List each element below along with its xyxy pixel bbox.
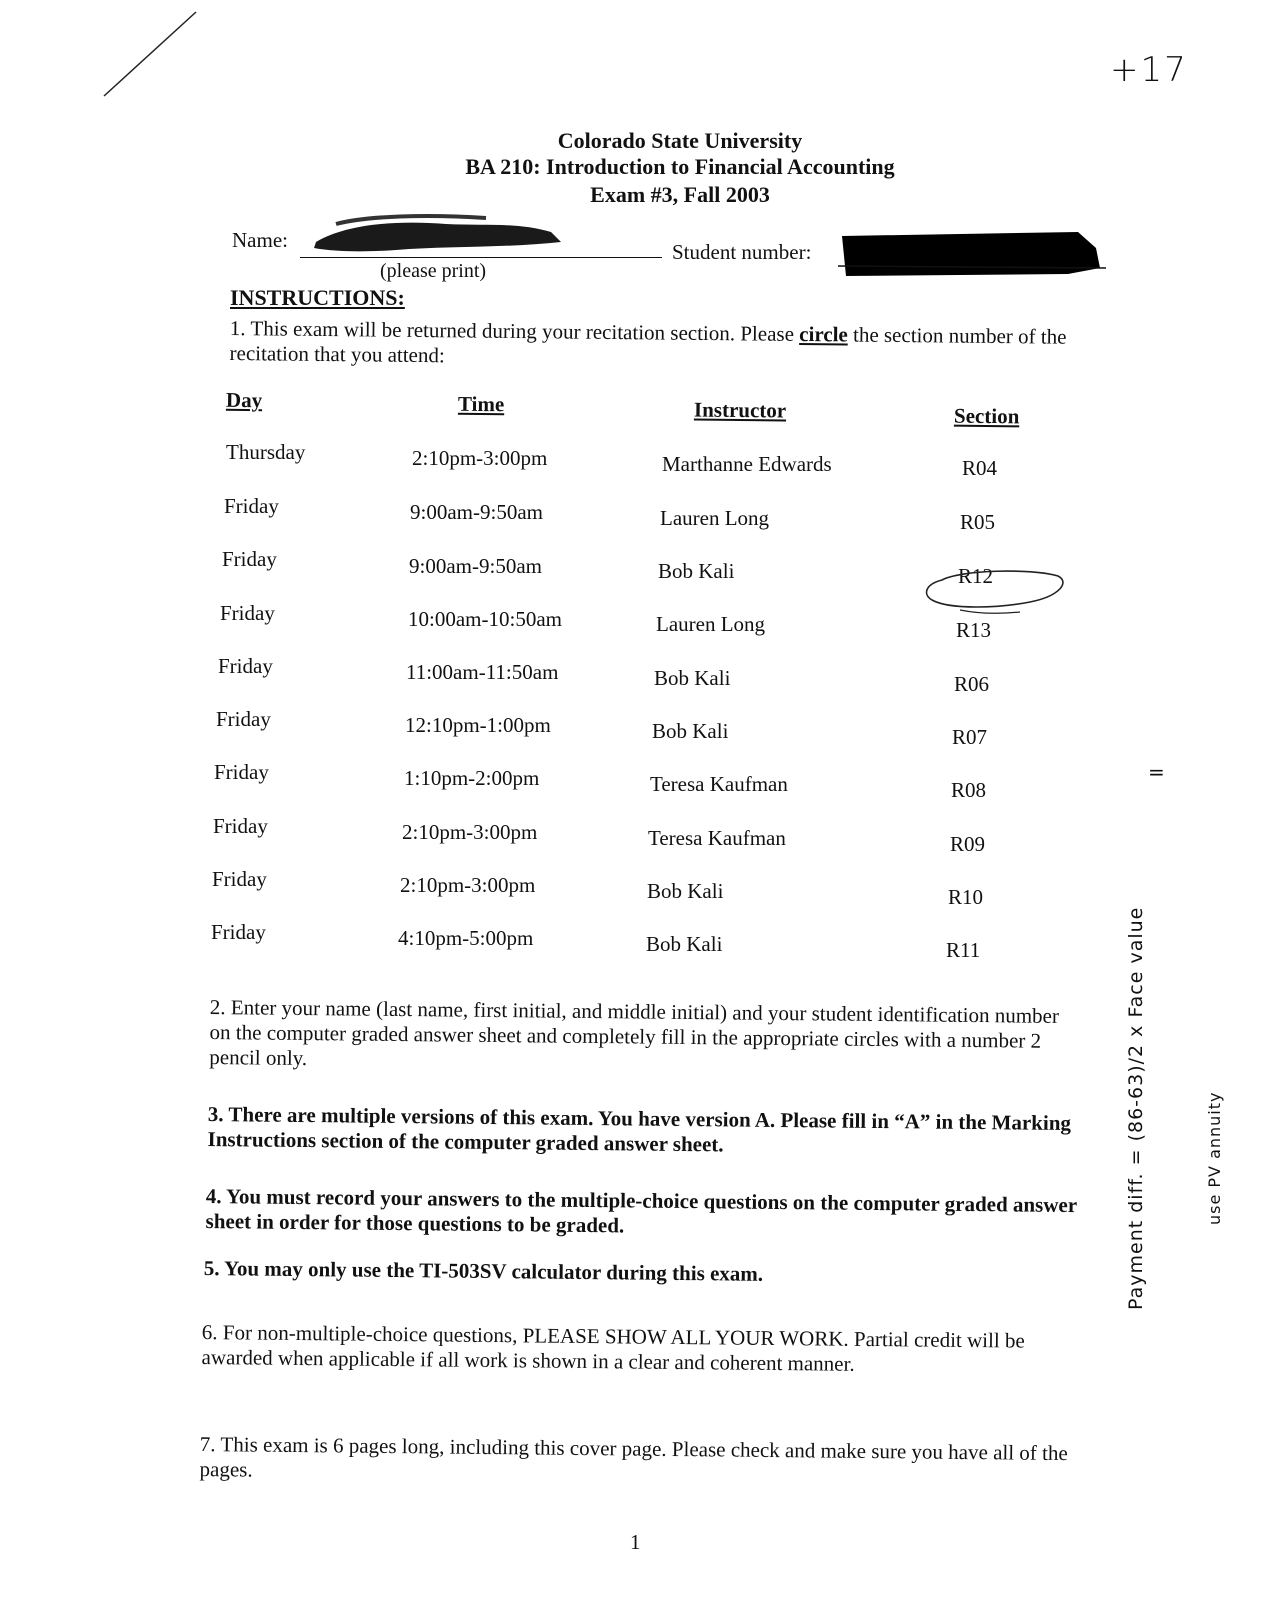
table-cell-time: 4:10pm-5:00pm xyxy=(398,926,534,950)
table-cell-section: R07 xyxy=(952,725,988,749)
name-redaction-scribble xyxy=(306,212,566,258)
table-cell-instructor: Teresa Kaufman xyxy=(648,826,786,850)
table-cell-day: Friday xyxy=(212,867,267,891)
handwritten-score: +17 xyxy=(1110,50,1188,90)
instruction-1-text-before: 1. This exam will be returned during your recitation section. Please xyxy=(229,316,800,346)
table-cell-time: 9:00am-9:50am xyxy=(409,554,542,578)
instruction-item-3: 3. There are multiple versions of this exam. You have version A. Please fill in “A” in the Marking Instructions section of the computer graded answer sheet. xyxy=(207,1102,1072,1157)
instruction-1-circle-word: circle xyxy=(799,321,848,347)
margin-equals-mark: = xyxy=(1148,760,1165,784)
exam-title: Exam #3, Fall 2003 xyxy=(590,182,770,207)
table-cell-instructor: Teresa Kaufman xyxy=(650,772,788,796)
table-header-instructor: Instructor xyxy=(693,397,787,423)
table-cell-section: R05 xyxy=(960,510,996,534)
table-cell-day: Friday xyxy=(224,494,279,518)
please-print-hint: (please print) xyxy=(380,260,487,282)
table-cell-day: Thursday xyxy=(226,440,306,464)
table-cell-day: Friday xyxy=(213,814,268,838)
table-cell-day: Friday xyxy=(218,654,273,678)
table-header-time: Time xyxy=(457,391,505,417)
table-cell-time: 11:00am-11:50am xyxy=(406,660,559,684)
name-label: Name: xyxy=(232,228,288,252)
instruction-item-4: 4. You must record your answers to the multiple-choice questions on the computer graded answer sheet in order for those questions to be graded. xyxy=(205,1184,1077,1238)
table-header-day: Day xyxy=(225,387,263,413)
instructions-heading: INSTRUCTIONS: xyxy=(230,285,405,310)
table-cell-section: R11 xyxy=(946,938,981,962)
course-title: BA 210: Introduction to Financial Accounting xyxy=(465,154,895,179)
table-cell-section-circled: R12 xyxy=(958,564,994,588)
instruction-item-5: 5. You may only use the TI-503SV calculator during this exam. xyxy=(203,1256,764,1286)
instruction-item-6: 6. For non-multiple-choice questions, PLEASE SHOW ALL YOUR WORK. Partial credit will be awarded when applicable if all work is shown in a clear and coherent manner. xyxy=(201,1320,1025,1376)
table-cell-instructor: Marthanne Edwards xyxy=(662,452,832,476)
table-cell-day: Friday xyxy=(220,601,275,625)
table-cell-day: Friday xyxy=(216,707,271,731)
table-cell-time: 2:10pm-3:00pm xyxy=(400,873,536,897)
instruction-item-1 xyxy=(229,316,1089,375)
table-cell-section: R06 xyxy=(954,672,990,696)
diagonal-pen-stroke xyxy=(100,10,220,100)
table-cell-instructor: Lauren Long xyxy=(660,506,770,530)
table-cell-time: 10:00am-10:50am xyxy=(408,607,562,631)
table-cell-time: 9:00am-9:50am xyxy=(410,500,543,524)
table-cell-time: 12:10pm-1:00pm xyxy=(405,713,551,737)
table-cell-section: R08 xyxy=(951,778,987,802)
margin-note-pv-annuity: use PV annuity xyxy=(1205,1091,1224,1225)
table-cell-section: R09 xyxy=(950,832,986,856)
table-cell-instructor: Bob Kali xyxy=(647,879,724,903)
table-cell-day: Friday xyxy=(222,547,277,571)
instruction-1-text-after: the section number of the recitation that you attend: xyxy=(229,322,1067,368)
table-cell-instructor: Bob Kali xyxy=(654,666,731,690)
table-cell-section: R04 xyxy=(962,456,998,480)
table-cell-time: 2:10pm-3:00pm xyxy=(402,820,538,844)
table-cell-day: Friday xyxy=(214,760,269,784)
university-title: Colorado State University xyxy=(557,128,803,153)
table-cell-section: R10 xyxy=(948,885,984,909)
table-cell-day: Friday xyxy=(211,920,266,944)
table-cell-instructor: Bob Kali xyxy=(652,719,729,743)
table-cell-instructor: Bob Kali xyxy=(646,932,723,956)
table-cell-instructor: Bob Kali xyxy=(658,559,735,583)
instruction-item-2: 2. Enter your name (last name, first initial, and middle initial) and your student identification number on the computer graded answer sheet and completely fill in the appropriate circles with a number 2 pencil only. xyxy=(209,995,1060,1071)
instruction-item-7: 7. This exam is 6 pages long, including this cover page. Please check and make sure you have all of the pages. xyxy=(199,1432,1068,1482)
table-cell-instructor: Lauren Long xyxy=(656,612,766,636)
student-number-redaction xyxy=(838,230,1106,278)
table-cell-time: 2:10pm-3:00pm xyxy=(412,446,548,470)
student-number-label: Student number: xyxy=(672,240,812,264)
table-cell-section: R13 xyxy=(956,618,992,642)
margin-note-payment-diff: Payment diff. = (86-63)/2 x Face value xyxy=(1125,906,1147,1310)
table-cell-time: 1:10pm-2:00pm xyxy=(404,766,540,790)
table-header-section: Section xyxy=(953,403,1020,429)
hand-drawn-circle-mark xyxy=(920,568,1070,620)
page-number: 1 xyxy=(630,1530,641,1554)
